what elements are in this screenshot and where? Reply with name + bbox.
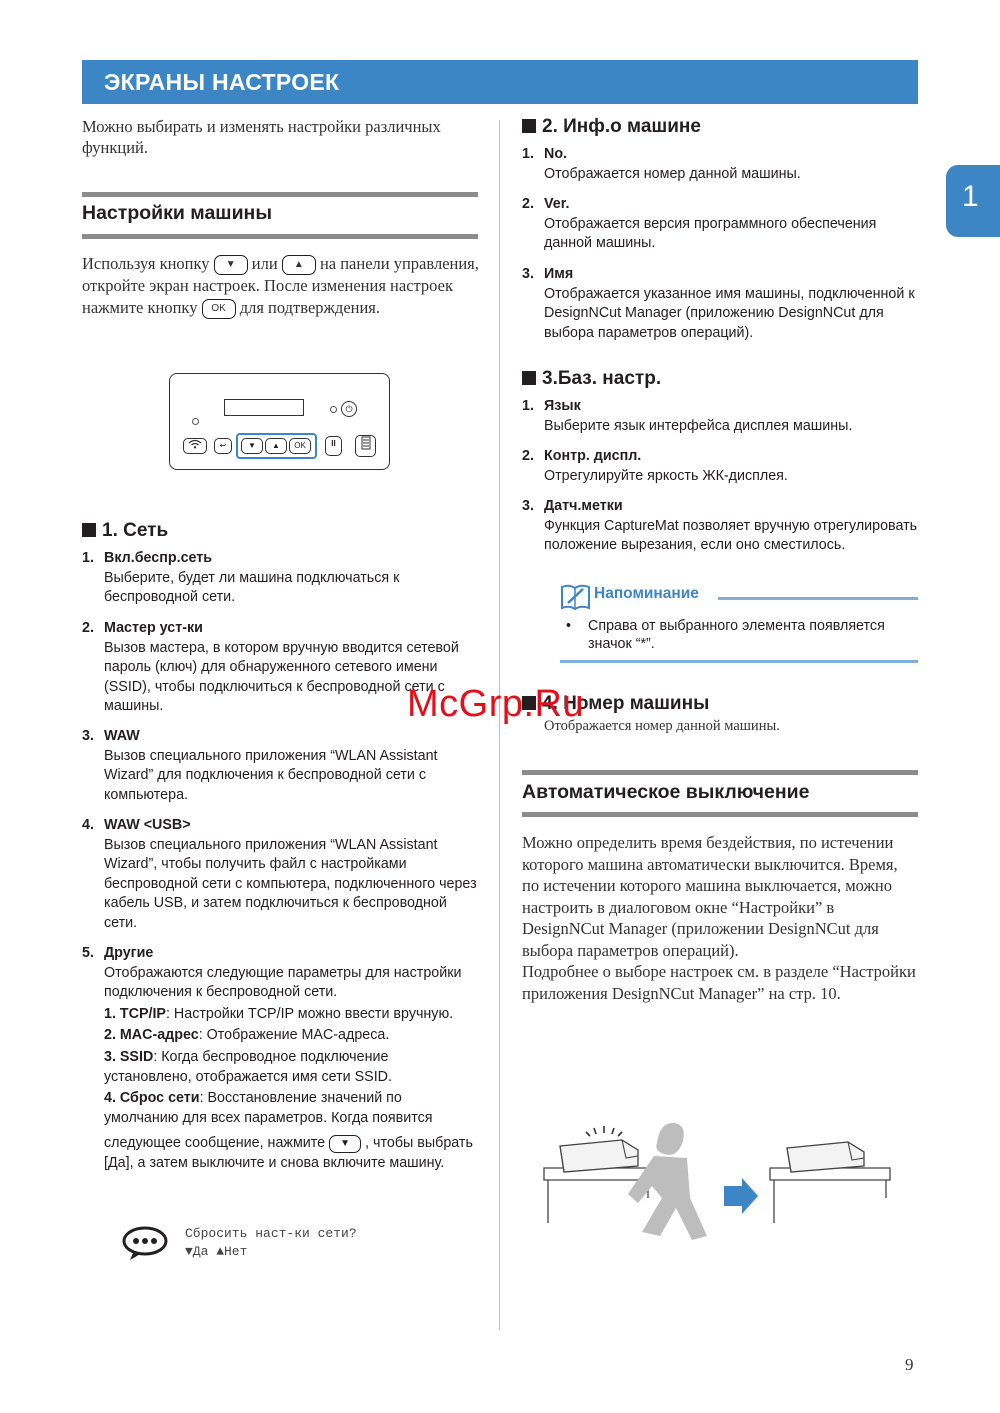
note-title: Напоминание bbox=[594, 585, 699, 602]
machine-number-text: Отображается номер данной машины. bbox=[544, 718, 780, 734]
page-number: 9 bbox=[905, 1355, 914, 1374]
item-text: Функция CaptureMat позволяет вручную отрегулировать положение вырезания, если оно сместилось. bbox=[544, 517, 918, 554]
sub-item-label: 4. Сброс сети bbox=[104, 1090, 200, 1107]
item-number: 3. bbox=[522, 498, 534, 514]
lcd-message bbox=[185, 1225, 357, 1260]
power-icon: ⏻ bbox=[341, 401, 357, 417]
item-number: 2. bbox=[82, 620, 94, 636]
wifi-icon bbox=[188, 439, 202, 449]
item-title: Вкл.беспр.сеть bbox=[104, 550, 213, 566]
list-item bbox=[522, 265, 918, 343]
item-number: 2. bbox=[522, 448, 534, 464]
item-text: Отображаются следующие параметры для настройки подключения к беспроводной сети. bbox=[104, 964, 462, 1001]
list-item bbox=[522, 497, 918, 556]
scan-icon bbox=[361, 436, 371, 450]
divider bbox=[522, 812, 918, 817]
reset-instructions bbox=[104, 1134, 480, 1173]
auto-off-paragraph: Подробнее о выборе настроек см. в разделе “Настройки приложения DesignNCut Manager” на стр. 10. bbox=[522, 962, 916, 1003]
square-bullet-icon bbox=[522, 371, 536, 385]
auto-off-heading: Автоматическое выключение bbox=[522, 781, 810, 803]
sub-item-label: 2. MAC-адрес bbox=[104, 1027, 199, 1044]
item-title: Контр. диспл. bbox=[544, 448, 642, 464]
basic-settings-heading bbox=[522, 368, 661, 390]
auto-off-illustration bbox=[542, 1108, 892, 1248]
item-title: Другие bbox=[104, 945, 154, 961]
up-button-icon: ▲ bbox=[265, 438, 287, 454]
network-heading bbox=[82, 520, 168, 542]
ok-key-icon: OK bbox=[202, 299, 236, 319]
sub-item-label: 3. SSID bbox=[104, 1048, 154, 1065]
item-number: 3. bbox=[522, 266, 534, 282]
list-item bbox=[522, 195, 918, 254]
down-key-icon: ▼ bbox=[329, 1135, 361, 1153]
watermark: McGrp.Ru bbox=[407, 683, 585, 725]
square-bullet-icon bbox=[522, 119, 536, 133]
item-number: 1. bbox=[82, 550, 94, 566]
down-button-icon: ▼ bbox=[241, 438, 263, 454]
lcd-message-line: ▼Да ▲Нет bbox=[185, 1243, 248, 1259]
reset-text: , чтобы выбрать [Да], а затем выключите и снова включите машину. bbox=[104, 1135, 473, 1171]
sub-item-text: : Отображение MAC-адреса. bbox=[198, 1027, 390, 1044]
sub-item bbox=[104, 1026, 480, 1046]
intro-text: Можно выбирать и изменять настройки различных функций. bbox=[82, 117, 441, 157]
sub-item bbox=[104, 1005, 480, 1025]
start-button-icon bbox=[355, 435, 376, 457]
note-body bbox=[566, 617, 918, 653]
arrow-right-icon bbox=[724, 1178, 758, 1214]
auto-off-text bbox=[522, 832, 918, 1004]
machine-info-heading-text: 2. Инф.о машине bbox=[542, 116, 701, 137]
machine-off-icon bbox=[770, 1142, 890, 1223]
instruction-text: для подтверждения. bbox=[239, 297, 381, 317]
list-item bbox=[82, 944, 480, 1174]
item-title: Имя bbox=[544, 266, 574, 282]
item-text: Выберите, будет ли машина подключаться к беспроводной сети. bbox=[104, 569, 400, 606]
item-number: 2. bbox=[522, 196, 534, 212]
ok-button-icon: OK bbox=[289, 438, 311, 454]
instruction-text: Используя кнопку bbox=[82, 254, 210, 273]
control-panel-illustration bbox=[169, 373, 390, 470]
instruction-text: или bbox=[251, 254, 278, 273]
machine-settings-heading: Настройки машины bbox=[82, 202, 272, 224]
item-text: Отрегулируйте яркость ЖК-дисплея. bbox=[544, 467, 788, 484]
divider bbox=[82, 234, 478, 239]
list-item bbox=[522, 145, 918, 184]
item-title: Мастер уст-ки bbox=[104, 620, 203, 636]
item-title: Датч.метки bbox=[544, 498, 623, 514]
item-text: Вызов специального приложения “WLAN Assistant Wizard”, чтобы получить файл с настройками беспроводной сети с компьютера, подключенного через кабель USB, и затем подключиться к беспроводной сети. bbox=[104, 836, 477, 931]
down-key-icon: ▼ bbox=[214, 255, 248, 275]
machine-settings-instructions bbox=[82, 253, 482, 319]
bullet: • bbox=[566, 618, 572, 634]
note-text: Справа от выбранного элемента появляется значок “*”. bbox=[588, 618, 885, 652]
item-title: Ver. bbox=[544, 196, 570, 212]
list-item bbox=[82, 727, 480, 805]
instruction-text: на панели управления, откройте экран настроек. После изменения настроек нажмите кнопку bbox=[82, 254, 479, 317]
list-item bbox=[522, 447, 918, 486]
sub-item-text: : Когда беспроводное подключение установлено, отображается имя сети SSID. bbox=[104, 1048, 392, 1085]
reset-text: следующее сообщение, нажмите bbox=[104, 1135, 326, 1152]
pause-button-icon: II bbox=[325, 436, 342, 456]
item-title: WAW <USB> bbox=[104, 817, 191, 833]
auto-off-paragraph: Можно определить время бездействия, по истечении которого машина автоматически выключится. Время, по истечении которого машина выключается, можно настроить в диалоговом окне “Настройки” в DesignNCut Manager (приложении DesignNCut для выбора параметров операций). bbox=[522, 833, 898, 960]
power-led bbox=[330, 406, 337, 413]
item-text: Вызов специального приложения “WLAN Assistant Wizard” для подключения к беспроводной сети с компьютера. bbox=[104, 747, 438, 803]
back-button-icon: ↩ bbox=[214, 438, 232, 454]
section-title: ЭКРАНЫ НАСТРОЕК bbox=[104, 69, 340, 95]
sub-item-text: : Настройки TCP/IP можно ввести вручную. bbox=[165, 1005, 454, 1022]
item-number: 3. bbox=[82, 728, 94, 744]
divider bbox=[522, 770, 918, 775]
item-title: No. bbox=[544, 146, 568, 162]
wifi-led bbox=[192, 418, 199, 425]
list-item bbox=[522, 397, 918, 436]
basic-settings-heading-text: 3.Баз. настр. bbox=[542, 368, 662, 389]
note-bottom-line bbox=[560, 660, 918, 663]
sub-item-text: : Восстановление значений по умолчанию для всех параметров. Когда появится bbox=[104, 1090, 433, 1126]
item-text: Отображается номер данной машины. bbox=[544, 165, 801, 182]
item-text: Вызов мастера, в котором вручную вводится сетевой пароль (ключ) для обнаруженного сетевого имени (SSID), чтобы подключиться к беспроводной сети с машины. bbox=[104, 639, 459, 715]
item-number: 4. bbox=[82, 817, 94, 833]
note-top-line bbox=[718, 597, 918, 600]
item-number: 1. bbox=[522, 146, 534, 162]
machine-on-icon bbox=[544, 1126, 652, 1223]
item-number: 1. bbox=[522, 398, 534, 414]
divider bbox=[82, 192, 478, 197]
lcd-message-line: Сбросить наст-ки сети? bbox=[185, 1226, 357, 1241]
up-key-icon: ▲ bbox=[282, 255, 316, 275]
section-title-bar bbox=[82, 60, 918, 104]
sub-item bbox=[104, 1048, 480, 1087]
item-text: Отображается указанное имя машины, подключенной к DesignNCut Manager (приложению DesignNCut для выбора параметров операций). bbox=[544, 285, 915, 341]
item-text: Выберите язык интерфейса дисплея машины. bbox=[544, 417, 853, 434]
item-title: WAW bbox=[104, 728, 140, 744]
machine-number-heading-text: 4. Номер машины bbox=[542, 693, 710, 714]
list-item bbox=[82, 549, 480, 608]
network-heading-text: 1. Сеть bbox=[102, 520, 169, 541]
lcd-message-icon bbox=[122, 1226, 168, 1262]
machine-info-heading bbox=[522, 116, 701, 138]
wifi-button-icon bbox=[183, 438, 207, 454]
list-item bbox=[82, 816, 480, 934]
item-text: Отображается версия программного обеспечения данной машины. bbox=[544, 215, 877, 252]
square-bullet-icon bbox=[82, 523, 96, 537]
memo-book-icon bbox=[560, 583, 591, 611]
lcd-display bbox=[224, 399, 304, 416]
sub-item bbox=[104, 1089, 480, 1128]
sub-item-label: 1. TCP/IP bbox=[104, 1005, 166, 1022]
chapter-tab[interactable]: 1 bbox=[946, 165, 1000, 237]
item-title: Язык bbox=[544, 398, 581, 414]
item-number: 5. bbox=[82, 945, 94, 961]
